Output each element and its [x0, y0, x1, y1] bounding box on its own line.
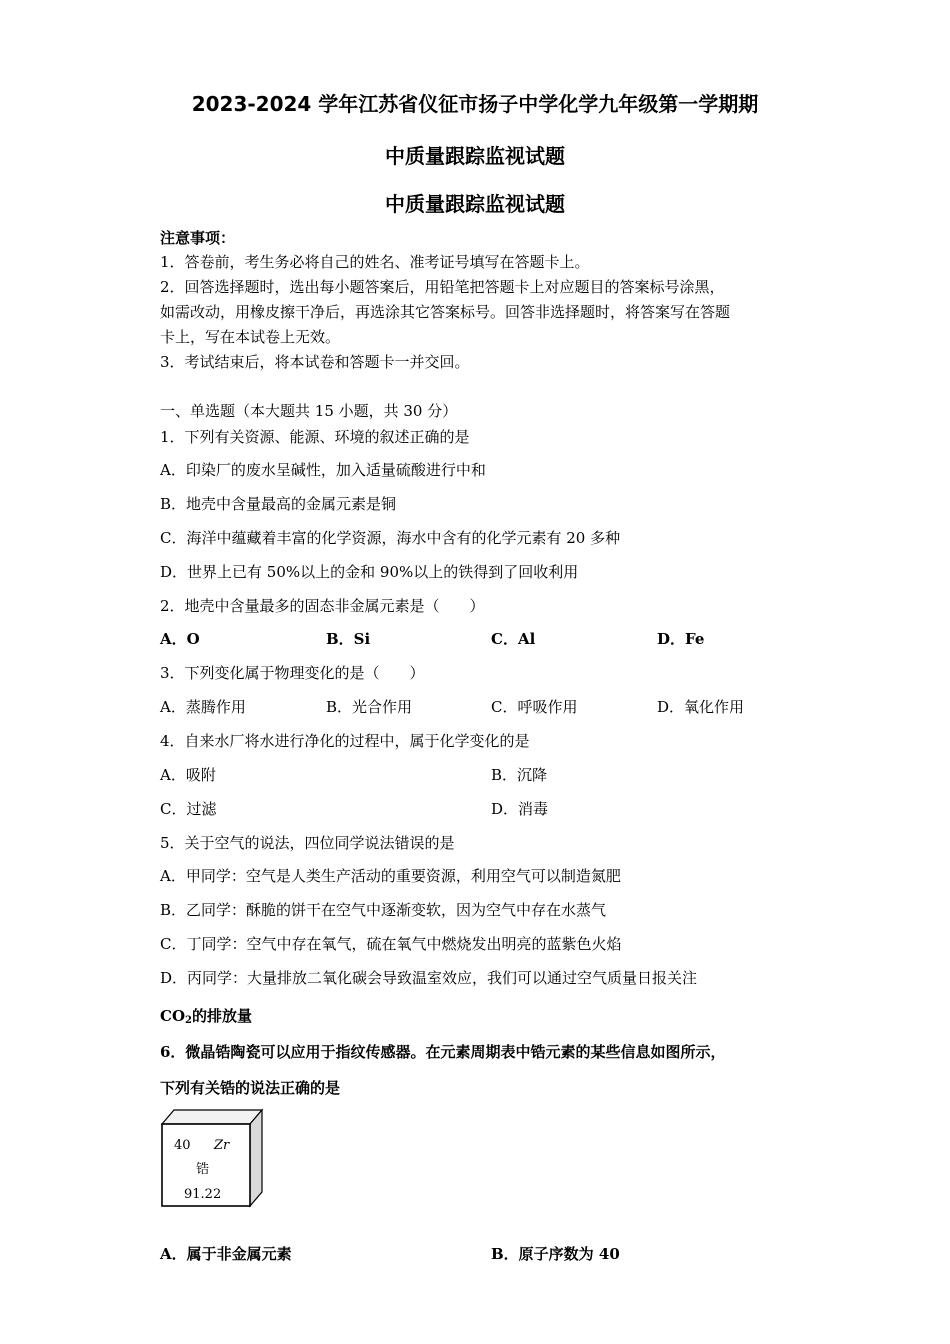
element-symbol: Zr	[214, 1138, 230, 1153]
option: B．沉降	[491, 766, 548, 784]
co2-subscript: 2	[185, 1015, 192, 1026]
option: C．Al	[491, 630, 536, 648]
option: D．Fe	[657, 630, 705, 648]
option: B．原子序数为 40	[491, 1245, 620, 1263]
continuation-rest: 的排放量	[191, 1007, 252, 1025]
option: B．光合作用	[326, 698, 413, 716]
exam-title-line2: 中质量跟踪监视试题	[385, 144, 565, 168]
option: A．吸附	[160, 766, 216, 784]
option: A．O	[160, 630, 200, 648]
option: B．Si	[326, 630, 371, 648]
option: C．过滤	[160, 800, 217, 818]
option: D．世界上已有 50%以上的金和 90%以上的铁得到了回收利用	[160, 563, 579, 581]
option: D．氧化作用	[657, 698, 745, 716]
element-tile-zirconium	[160, 1108, 264, 1208]
question-stem: 2．地壳中含量最多的固态非金属元素是（ ）	[160, 597, 485, 615]
co2-main: CO	[160, 1007, 186, 1025]
notice-item: 3．考试结束后，将本试卷和答题卡一并交回。	[160, 353, 470, 371]
atomic-number: 40	[174, 1138, 191, 1153]
atomic-mass: 91.22	[184, 1187, 222, 1202]
option: C．丁同学：空气中存在氧气，硫在氧气中燃烧发出明亮的蓝紫色火焰	[160, 935, 622, 953]
question-stem: 1．下列有关资源、能源、环境的叙述正确的是	[160, 428, 470, 446]
exam-title-line3: 中质量跟踪监视试题	[385, 192, 565, 216]
question-stem: 下列有关锆的说法正确的是	[160, 1079, 341, 1097]
question-stem: 3．下列变化属于物理变化的是（ ）	[160, 664, 425, 682]
option: C．呼吸作用	[491, 698, 578, 716]
question-stem: 4．自来水厂将水进行净化的过程中，属于化学变化的是	[160, 732, 530, 750]
option: D．丙同学：大量排放二氧化碳会导致温室效应，我们可以通过空气质量日报关注	[160, 969, 698, 987]
tile-top-face	[162, 1110, 262, 1124]
option: A．印染厂的废水呈碱性，加入适量硫酸进行中和	[160, 461, 486, 479]
notice-item: 如需改动，用橡皮擦干净后，再选涂其它答案标号。回答非选择题时，将答案写在答题	[160, 303, 731, 321]
option: B．地壳中含量最高的金属元素是铜	[160, 495, 397, 513]
element-name: 锆	[196, 1162, 210, 1177]
notice-item: 2．回答选择题时，选出每小题答案后，用铅笔把答题卡上对应题目的答案标号涂黑，	[160, 278, 725, 296]
option: B．乙同学：酥脆的饼干在空气中逐渐变软，因为空气中存在水蒸气	[160, 901, 607, 919]
section-heading: 一、单选题（本大题共 15 小题，共 30 分）	[160, 402, 458, 420]
option: A．甲同学：空气是人类生产活动的重要资源，利用空气可以制造氮肥	[160, 867, 621, 885]
option: C．海洋中蕴藏着丰富的化学资源，海水中含有的化学元素有 20 多种	[160, 529, 621, 547]
notice-item: 1．答卷前，考生务必将自己的姓名、准考证号填写在答题卡上。	[160, 253, 590, 271]
notice-item: 卡上，写在本试卷上无效。	[160, 328, 341, 346]
question-stem: 5．关于空气的说法，四位同学说法错误的是	[160, 834, 455, 852]
question-stem: 6．微晶锆陶瓷可以应用于指纹传感器。在元素周期表中锆元素的某些信息如图所示，	[160, 1043, 726, 1061]
option: D．消毒	[491, 800, 549, 818]
option: A．属于非金属元素	[160, 1245, 292, 1263]
exam-title-line1: 2023-2024 学年江苏省仪征市扬子中学化学九年级第一学期期	[191, 92, 759, 116]
notice-heading: 注意事项：	[160, 229, 236, 247]
tile-side-face	[250, 1110, 262, 1206]
option: A．蒸腾作用	[160, 698, 246, 716]
option-continuation	[160, 1006, 252, 1031]
